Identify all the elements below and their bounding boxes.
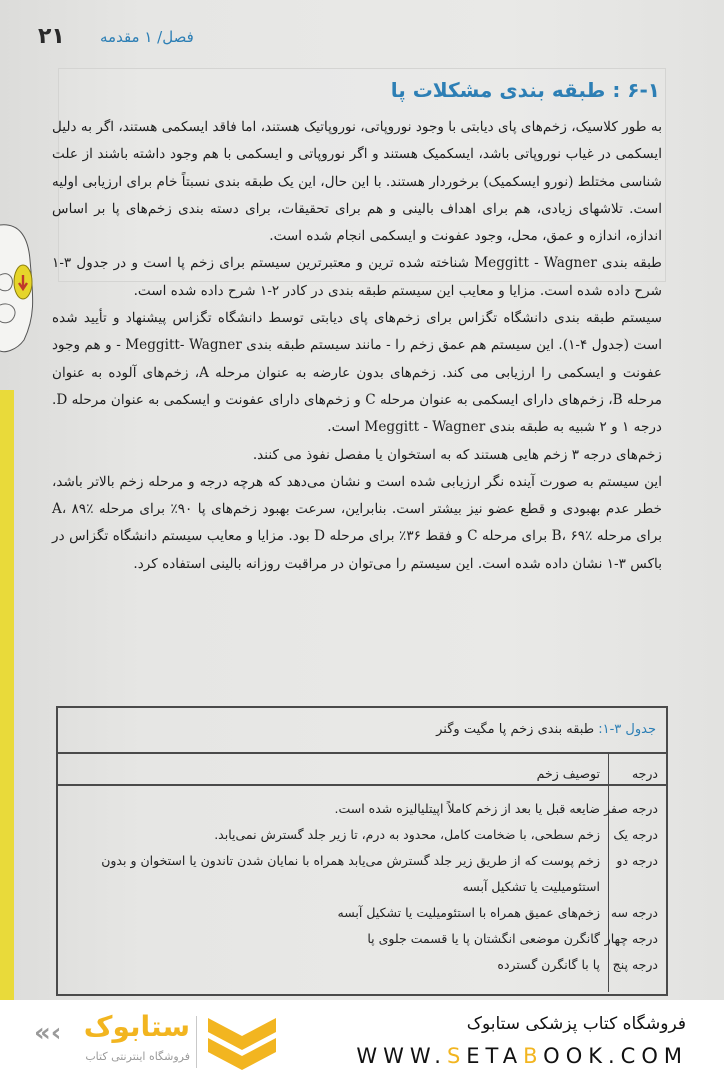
table-caption-number: جدول ۳-۱:: [598, 722, 656, 737]
body-text: [52, 114, 662, 578]
store-name: فروشگاه کتاب پزشکی ستابوک: [466, 1014, 686, 1034]
table-caption-title: طبقه بندی زخم پا مگیت وگنر: [436, 722, 599, 737]
url-part: ETA: [466, 1044, 524, 1068]
description-cell: ضایعه قبل یا بعد از زخم کاملاً اپیتلیالیزه شده است.: [334, 801, 600, 816]
section-title: ۶-۱ : طبقه بندی مشکلات پا: [390, 78, 660, 102]
double-chevron-icon: «‹: [34, 1018, 62, 1048]
store-footer-banner: [0, 1000, 724, 1080]
table-header-row: [58, 754, 666, 786]
header-grade: درجه: [608, 754, 666, 784]
grade-cell: درجه صفر: [604, 801, 658, 816]
table-caption: [58, 708, 666, 754]
description-cell: پا با گانگرن گسترده: [497, 957, 600, 972]
logo-wordmark: ستابوک: [83, 1010, 190, 1043]
description-column: [58, 786, 608, 992]
chapter-label: فصل/ ۱ مقدمه: [100, 28, 194, 46]
margin-color-strip: [0, 390, 14, 1000]
paragraph: این سیستم به صورت آینده نگر ارزیابی شده است و نشان می‌دهد که هرچه درجه و مرحله زخم بالاتر باشد، خطر عدم بهبودی و قطع عضو نیز بیشتر است. بنابراین، سرعت بهبود زخم‌های پا ۹۰٪ برای مرحله A، ۸۹٪ برای مرحله B، ۶۹٪ برای مرحله C و فقط ۳۶٪ برای مرحله D بود. مزایا و معایب سیستم دانشگاه تگزاس در باکس ۳-۱ نشان داده شده است. این سیستم را می‌توان در مراقبت روزانه بالینی استفاده کرد.: [52, 473, 662, 572]
description-cell: گانگرن موضعی انگشتان پا یا قسمت جلوی پا: [367, 931, 600, 946]
url-part-highlight: S: [446, 1044, 467, 1068]
description-cell: زخم‌های عمیق همراه با استئومیلیت یا تشکیل آبسه: [337, 905, 600, 920]
description-cell: زخم پوست که از طریق زیر جلد گسترش می‌یابد همراه با نمایان شدن تاندون یا استخوان و بدون: [101, 853, 600, 868]
running-header: [0, 22, 724, 52]
grade-cell: درجه پنج: [612, 957, 658, 972]
grade-spacer: [609, 874, 658, 900]
url-part: OOK.COM: [543, 1044, 688, 1068]
url-part: WWW.: [356, 1044, 447, 1068]
store-url-link[interactable]: [356, 1044, 688, 1068]
grade-cell: درجه چهار: [604, 931, 658, 946]
grade-cell: درجه یک: [613, 827, 658, 842]
grade-column: [604, 786, 666, 992]
logo-divider: [196, 1016, 197, 1068]
page-number: ۲۱: [38, 24, 65, 49]
logo-tagline: فروشگاه اینترنتی کتاب: [85, 1050, 190, 1063]
grade-cell: درجه سه: [610, 905, 658, 920]
description-cell-continued: استئومیلیت یا تشکیل آبسه: [462, 879, 600, 894]
table-body: [58, 786, 666, 992]
wagner-classification-table: [56, 706, 668, 996]
url-part-highlight: B: [523, 1044, 544, 1068]
grade-cell: درجه دو: [616, 853, 658, 868]
paragraph: به طور کلاسیک، زخم‌های پای دیابتی با وجود نوروپاتی، نوروپاتیک هستند، اما فاقد ایسکمی هستند، اگر به دلیل ایسکمی در غیاب نوروپاتی باشد، ایسکمیک هستند و اگر نوروپاتی و ایسکمی با هم وجود داشته باشند از علت شناسی مختلط (نورو ایسکمیک) برخوردار هستند. با این حال، این یک طبقه بندی نسبتاً خام برای ارزیابی اولیه است. تلاشهای زیادی، هم برای اهداف بالینی و هم برای تحقیقات، برای دسته بندی زخم‌های پا بر اساس اندازه، اندازه و عمق، محل، وجود عفونت و ایسکمی انجام شده است.: [52, 119, 662, 245]
foot-ulcer-illustration-icon: [0, 205, 40, 355]
header-description: توصیف زخم: [536, 766, 600, 781]
chevron-logo-icon: [206, 1014, 278, 1072]
description-cell: زخم سطحی، با ضخامت کامل، محدود به درم، تا زیر جلد گسترش نمی‌یابد.: [214, 827, 600, 842]
paragraph: سیستم طبقه بندی دانشگاه تگزاس برای زخم‌های پای دیابتی توسط دانشگاه تگزاس پیشنهاد و تأیید شده است (جدول ۴-۱). این سیستم هم عمق زخم را - مانند سیستم طبقه بندی Meggitt- Wagner - و هم وجود عفونت و ایسکمی را ارزیابی می کند. زخم‌های بدون عارضه به عنوان مرحله A، زخم‌های آلوده به عنوان مرحله B، زخم‌های دارای ایسکمی به عنوان مرحله C و زخم‌های دارای عفونت و ایسکمی به عنوان مرحله D. درجه ۱ و ۲ شبیه به طبقه بندی Meggitt - Wagner است.: [52, 310, 662, 436]
paragraph: طبقه بندی Meggitt - Wagner شناخته شده ترین و معتبرترین سیستم برای زخم پا است و در جدول ۳-۱ شرح داده شده است. مزایا و معایب این سیستم طبقه بندی در کادر ۲-۱ شرح داده شده است.: [52, 255, 662, 299]
paragraph: زخم‌های درجه ۳ زخم هایی هستند که به استخوان یا مفصل نفوذ می کنند.: [252, 446, 662, 463]
